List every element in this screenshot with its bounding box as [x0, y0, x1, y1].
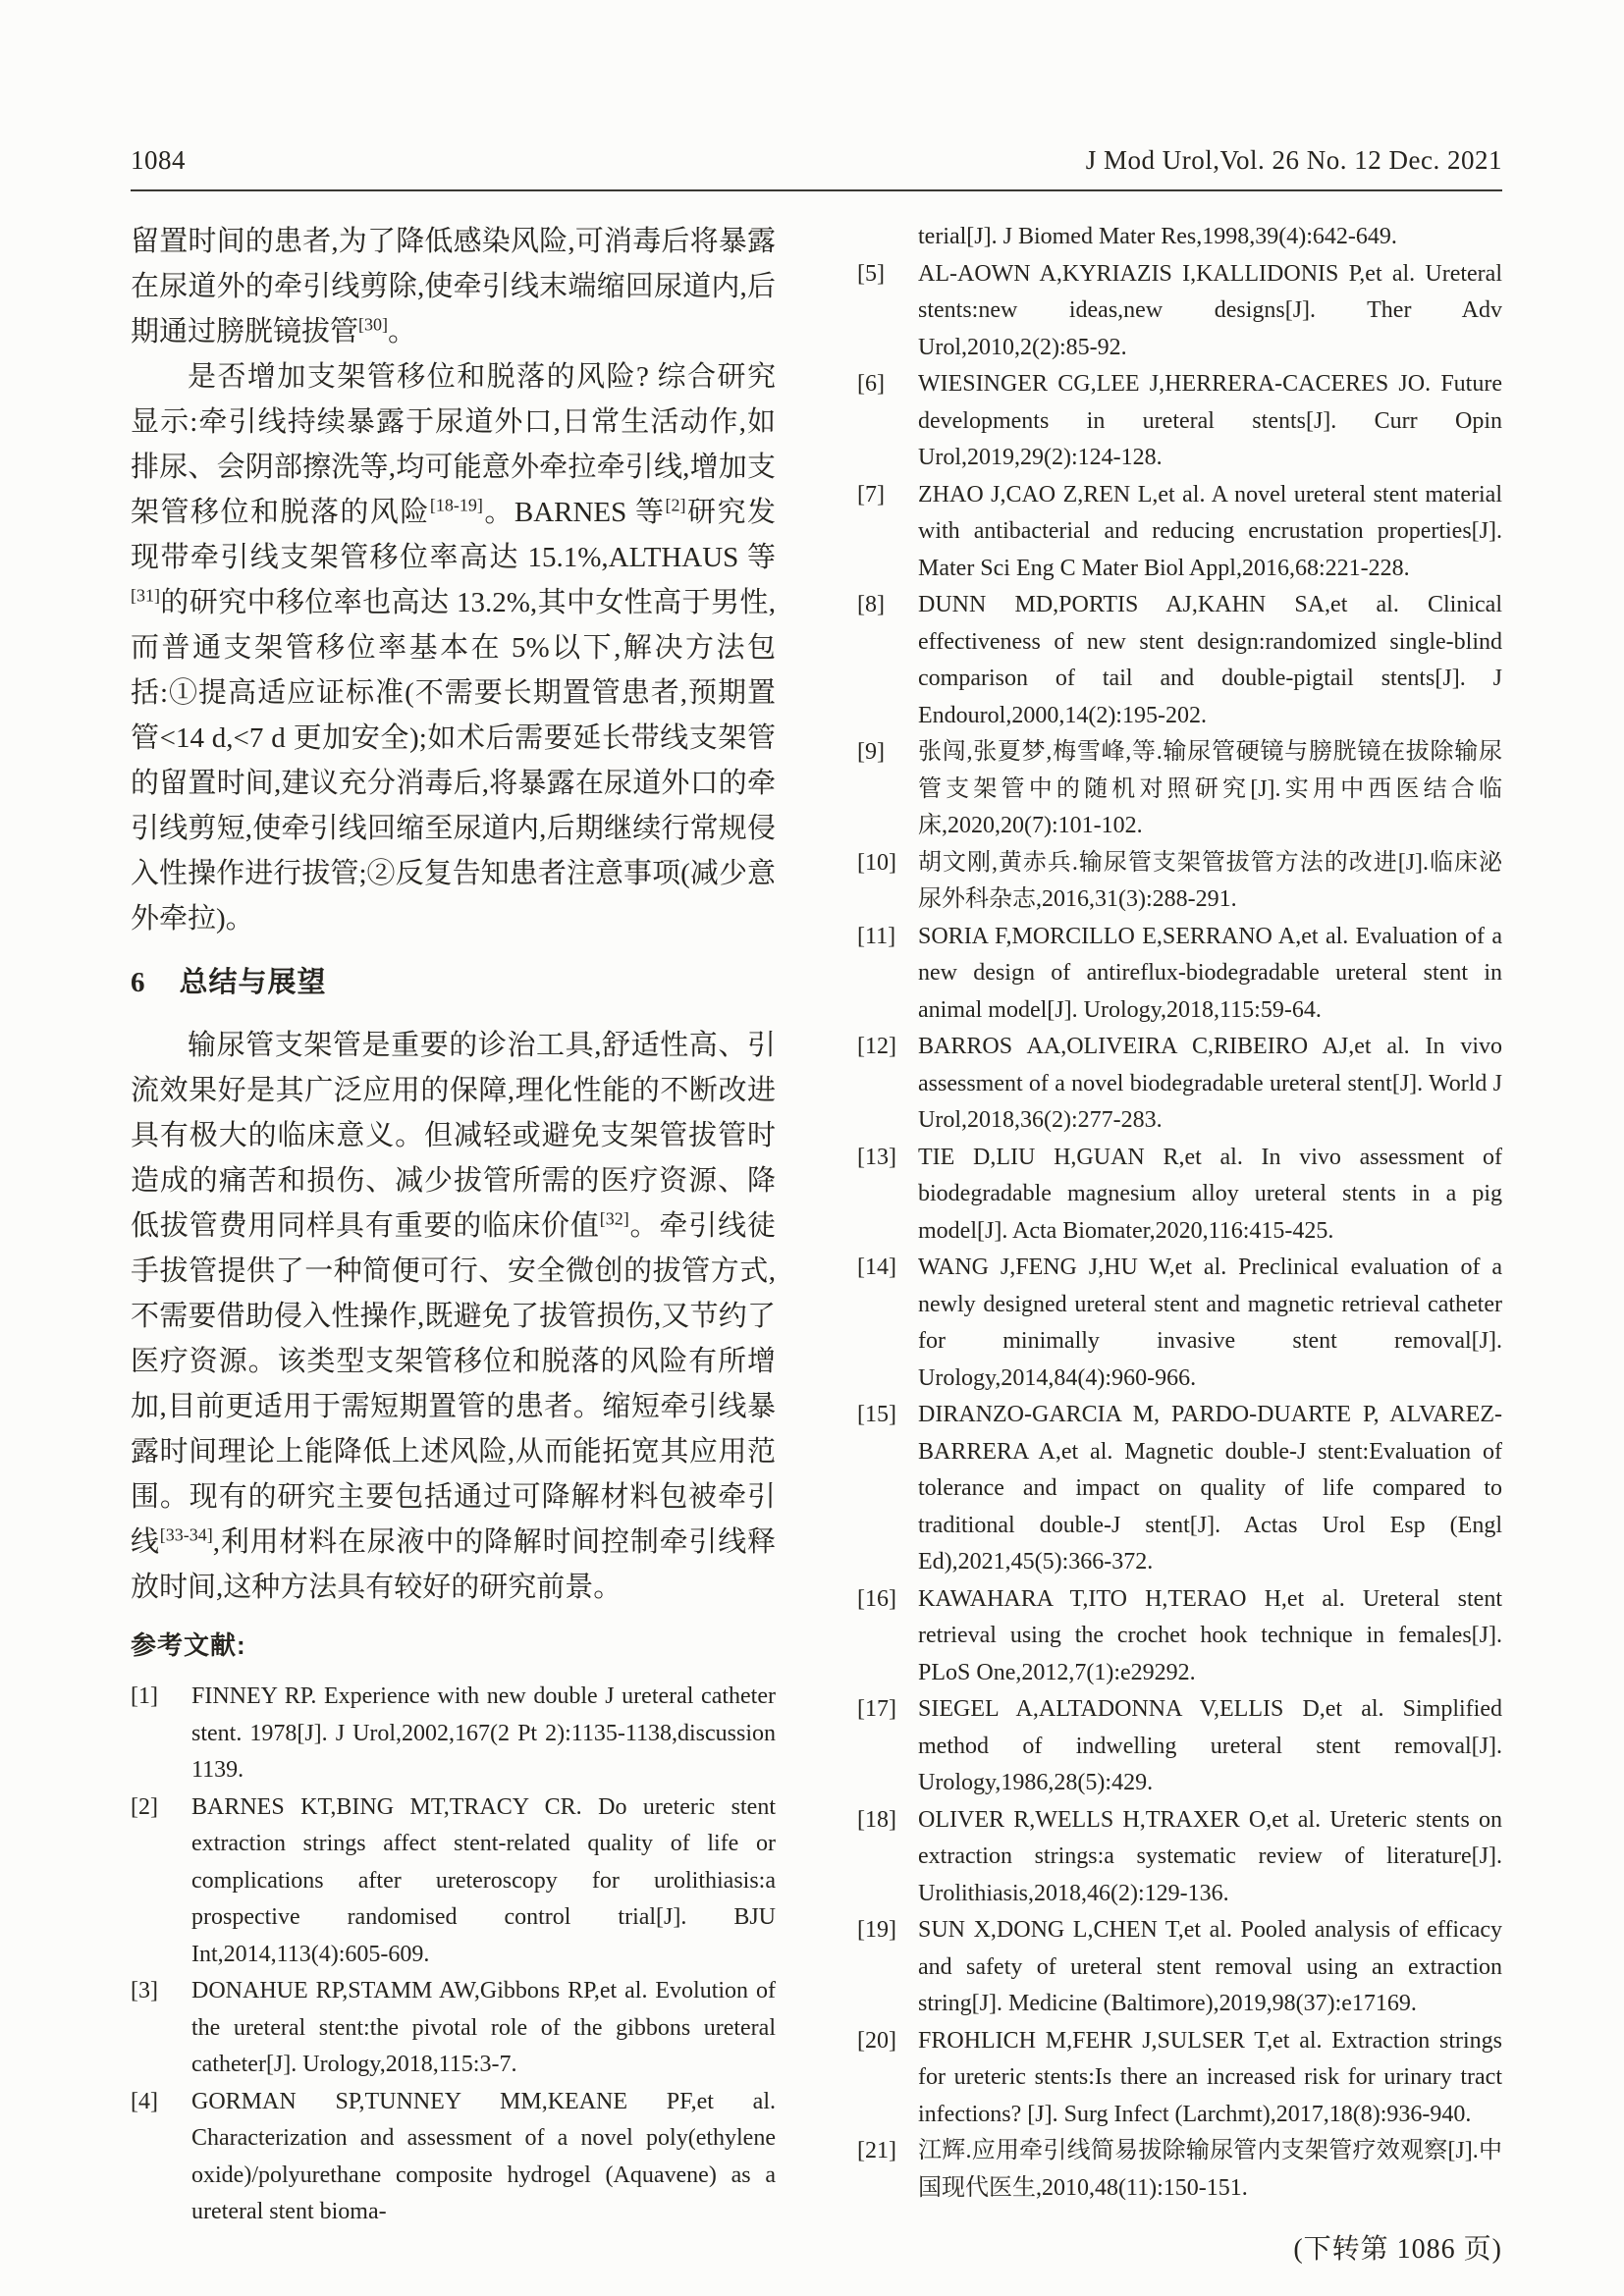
reference-text: DUNN MD,PORTIS AJ,KAHN SA,et al. Clinical effectiveness of new stent design:randomized single-blind comparison of tail and double-pigtail stents[J]. J Endourol,2000,14(2):195-202. [918, 592, 1502, 728]
section-number: 6 [131, 967, 146, 998]
reference-number: [5] [857, 260, 885, 287]
reference-number: [8] [857, 592, 885, 617]
reference-text: TIE D,LIU H,GUAN R,et al. In vivo assessment of biodegradable magnesium alloy ureteral stents in a pig model[J]. Acta Biomater,2020,116:415-425. [918, 1144, 1502, 1244]
reference-number: [10] [857, 849, 896, 876]
reference-text: 胡文刚,黄赤兵.输尿管支架管拔管方法的改进[J].临床泌尿外科杂志,2016,31(3):288-291. [918, 849, 1502, 912]
section-heading [131, 960, 776, 1005]
reference-item [857, 1250, 1502, 1397]
reference-text: WIESINGER CG,LEE J,HERRERA-CACERES JO. Future developments in ureteral stents[J]. Curr Opin Urol,2019,29(2):124-128. [918, 371, 1502, 470]
reference-item [857, 734, 1502, 845]
reference-item [857, 256, 1502, 367]
reference-item [857, 1140, 1502, 1251]
reference-text: OLIVER R,WELLS H,TRAXER O,et al. Ureteric stents on extraction strings:a systematic review of literature[J]. Urolithiasis,2018,46(2):129-136. [918, 1806, 1502, 1906]
reference-number: [7] [857, 481, 885, 507]
reference-number: [18] [857, 1806, 896, 1833]
reference-continuation-line: terial[J]. J Biomed Mater Res,1998,39(4):642-649. [918, 224, 1397, 249]
reference-text: SORIA F,MORCILLO E,SERRANO A,et al. Evaluation of a new design of antireflux-biodegradable ureteral stent in animal model[J]. Urology,2018,115:59-64. [918, 923, 1502, 1023]
reference-item [857, 1691, 1502, 1802]
reference-text: KAWAHARA T,ITO H,TERAO H,et al. Ureteral stent retrieval using the crochet hook technique in females[J]. PLoS One,2012,7(1):e29292. [918, 1585, 1502, 1685]
continuation-note: (下转第 1086 页) [1293, 2234, 1502, 2265]
reference-number: [1] [131, 1683, 158, 1709]
reference-item [857, 1029, 1502, 1140]
reference-text: SIEGEL A,ALTADONNA V,ELLIS D,et al. Simplified method of indwelling ureteral stent removal[J]. Urology,1986,28(5):429. [918, 1696, 1502, 1795]
reference-text: 江辉.应用牵引线简易拔除输尿管内支架管疗效观察[J].中国现代医生,2010,48(11):150-151. [918, 2138, 1502, 2201]
reference-number: [11] [857, 923, 896, 949]
reference-item [131, 2084, 776, 2231]
citation-superscript: [31] [131, 585, 160, 606]
reference-text: ZHAO J,CAO Z,REN L,et al. A novel ureteral stent material with antibacterial and reducing encrustation properties[J]. Mater Sci Eng C Mater Biol Appl,2016,68:221-228. [918, 481, 1502, 581]
reference-item [857, 587, 1502, 734]
reference-item [131, 1973, 776, 2084]
page-number: 1084 [131, 145, 186, 175]
journal-title: J Mod Urol,Vol. 26 No. 12 Dec. 2021 [1085, 145, 1502, 175]
reference-text: 张闯,张夏梦,梅雪峰,等.输尿管硬镜与膀胱镜在拔除输尿管支架管中的随机对照研究[J].实用中西医结合临床,2020,20(7):101-102. [918, 739, 1502, 838]
right-column [857, 219, 1502, 2269]
reference-item [857, 2023, 1502, 2134]
reference-text: BARNES KT,BING MT,TRACY CR. Do ureteric stent extraction strings affect stent-related quality of life or complications after ureteroscopy for urolithiasis:a prospective randomised control trial[J]. BJU Int,2014,113(4):605-609. [191, 1793, 776, 1967]
paragraph-risk-discussion: 是否增加支架管移位和脱落的风险? 综合研究显示:牵引线持续暴露于尿道外口,日常生活动作,如排尿、会阴部擦洗等,均可能意外牵拉牵引线,增加支架管移位和脱落的风险[18-19]。BARNES 等[2]研究发现带牵引线支架管移位率高达 15.1%,ALTHAUS 等[31]的研究中移位率也高达 13.2%,其中女性高于男性,而普通支架管移位率基本在 5%以下,解决方法包括:①提高适应证标准(不需要长期置管患者,预期置管<14 d,<7 d 更加安全);如术后需要延长带线支架管的留置时间,建议充分消毒后,将暴露在尿道外口的牵引线剪短,使牵引线回缩至尿道内,后期继续行常规侵入性操作进行拔管;②反复告知患者注意事项(减少意外牵拉)。 [131, 361, 776, 934]
citation-superscript: [32] [599, 1208, 629, 1229]
reference-text: AL-AOWN A,KYRIAZIS I,KALLIDONIS P,et al. Ureteral stents:new ideas,new designs[J]. Ther Adv Urol,2010,2(2):85-92. [918, 260, 1502, 360]
left-column [131, 219, 776, 2231]
section-title: 总结与展望 [179, 967, 327, 998]
reference-item [131, 1789, 776, 1974]
reference-number: [13] [857, 1144, 896, 1170]
reference-text: BARROS AA,OLIVEIRA C,RIBEIRO AJ,et al. In vivo assessment of a novel biodegradable ureteral stent[J]. World J Urol,2018,36(2):277-283. [918, 1034, 1502, 1133]
reference-number: [3] [131, 1978, 158, 2003]
references-heading: 参考文献: [131, 1630, 246, 1660]
header-rule [131, 189, 1502, 191]
reference-item [857, 1397, 1502, 1581]
references-list-left [131, 1679, 776, 2231]
reference-number: [20] [857, 2027, 896, 2054]
page-body [131, 219, 1502, 2269]
citation-superscript: [18-19] [429, 495, 483, 515]
reference-number: [17] [857, 1696, 896, 1722]
reference-number: [16] [857, 1585, 896, 1612]
reference-text: WANG J,FENG J,HU W,et al. Preclinical evaluation of a newly designed ureteral stent and magnetic retrieval catheter for minimally invasive stent removal[J]. Urology,2014,84(4):960-966. [918, 1255, 1502, 1391]
citation-superscript: [33-34] [159, 1524, 213, 1545]
reference-item [857, 845, 1502, 919]
reference-item [131, 1679, 776, 1789]
reference-number: [4] [131, 2088, 158, 2114]
references-list-right [857, 256, 1502, 2208]
reference-text: FINNEY RP. Experience with new double J ureteral catheter stent. 1978[J]. J Urol,2002,167(2 Pt 2):1135-1138,discussion 1139. [191, 1683, 776, 1783]
reference-text: FROHLICH M,FEHR J,SULSER T,et al. Extraction strings for ureteric stents:Is there an increased risk for urinary tract infections? [J]. Surg Infect (Larchmt),2017,18(8):936-940. [918, 2027, 1502, 2127]
reference-number: [14] [857, 1255, 896, 1280]
reference-item [857, 1912, 1502, 2023]
reference-number: [9] [857, 739, 885, 765]
reference-number: [21] [857, 2138, 896, 2163]
paragraph-summary: 输尿管支架管是重要的诊治工具,舒适性高、引流效果好是其广泛应用的保障,理化性能的不断改进具有极大的临床意义。但减轻或避免支架管拔管时造成的痛苦和损伤、减少拔管所需的医疗资源、降低拔管费用同样具有重要的临床价值[32]。牵引线徒手拔管提供了一种简便可行、安全微创的拔管方式,不需要借助侵入性操作,既避免了拔管损伤,又节约了医疗资源。该类型支架管移位和脱落的风险有所增加,目前更适用于需短期置管的患者。缩短牵引线暴露时间理论上能降低上述风险,从而能拓宽其应用范围。现有的研究主要包括通过可降解材料包被牵引线[33-34],利用材料在尿液中的降解时间控制牵引线释放时间,这种方法具有较好的研究前景。 [131, 1030, 776, 1603]
reference-text: DIRANZO-GARCIA M, PARDO-DUARTE P, ALVAREZ-BARRERA A,et al. Magnetic double-J stent:Evaluation of tolerance and impact on quality of life compared to traditional double-J stent[J]. Actas Urol Esp (Engl Ed),2021,45(5):366-372. [918, 1402, 1502, 1575]
reference-item [857, 1581, 1502, 1692]
page-header [131, 145, 1502, 176]
reference-item [857, 366, 1502, 477]
reference-text: SUN X,DONG L,CHEN T,et al. Pooled analysis of efficacy and safety of ureteral stent removal using an extraction string[J]. Medicine (Baltimore),2019,98(37):e17169. [918, 1917, 1502, 2016]
reference-item [857, 477, 1502, 588]
reference-number: [19] [857, 1917, 896, 1943]
reference-text: DONAHUE RP,STAMM AW,Gibbons RP,et al. Evolution of the ureteral stent:the pivotal role of the gibbons ureteral catheter[J]. Urology,2018,115:3-7. [191, 1978, 776, 2077]
reference-number: [15] [857, 1402, 896, 1427]
reference-number: [6] [857, 371, 885, 397]
paragraph-continuation: 留置时间的患者,为了降低感染风险,可消毒后将暴露在尿道外的牵引线剪除,使牵引线末端缩回尿道内,后期通过膀胱镜拔管[30]。 [131, 226, 776, 347]
reference-item [857, 919, 1502, 1030]
reference-number: [12] [857, 1034, 896, 1059]
reference-item [857, 1802, 1502, 1913]
reference-item [857, 2133, 1502, 2207]
citation-superscript: [30] [358, 314, 389, 335]
reference-text: GORMAN SP,TUNNEY MM,KEANE PF,et al. Characterization and assessment of a novel poly(ethylene oxide)/polyurethane composite hydrogel (Aquavene) as a ureteral stent bioma- [191, 2088, 776, 2224]
reference-number: [2] [131, 1793, 158, 1820]
citation-superscript: [2] [665, 495, 686, 515]
